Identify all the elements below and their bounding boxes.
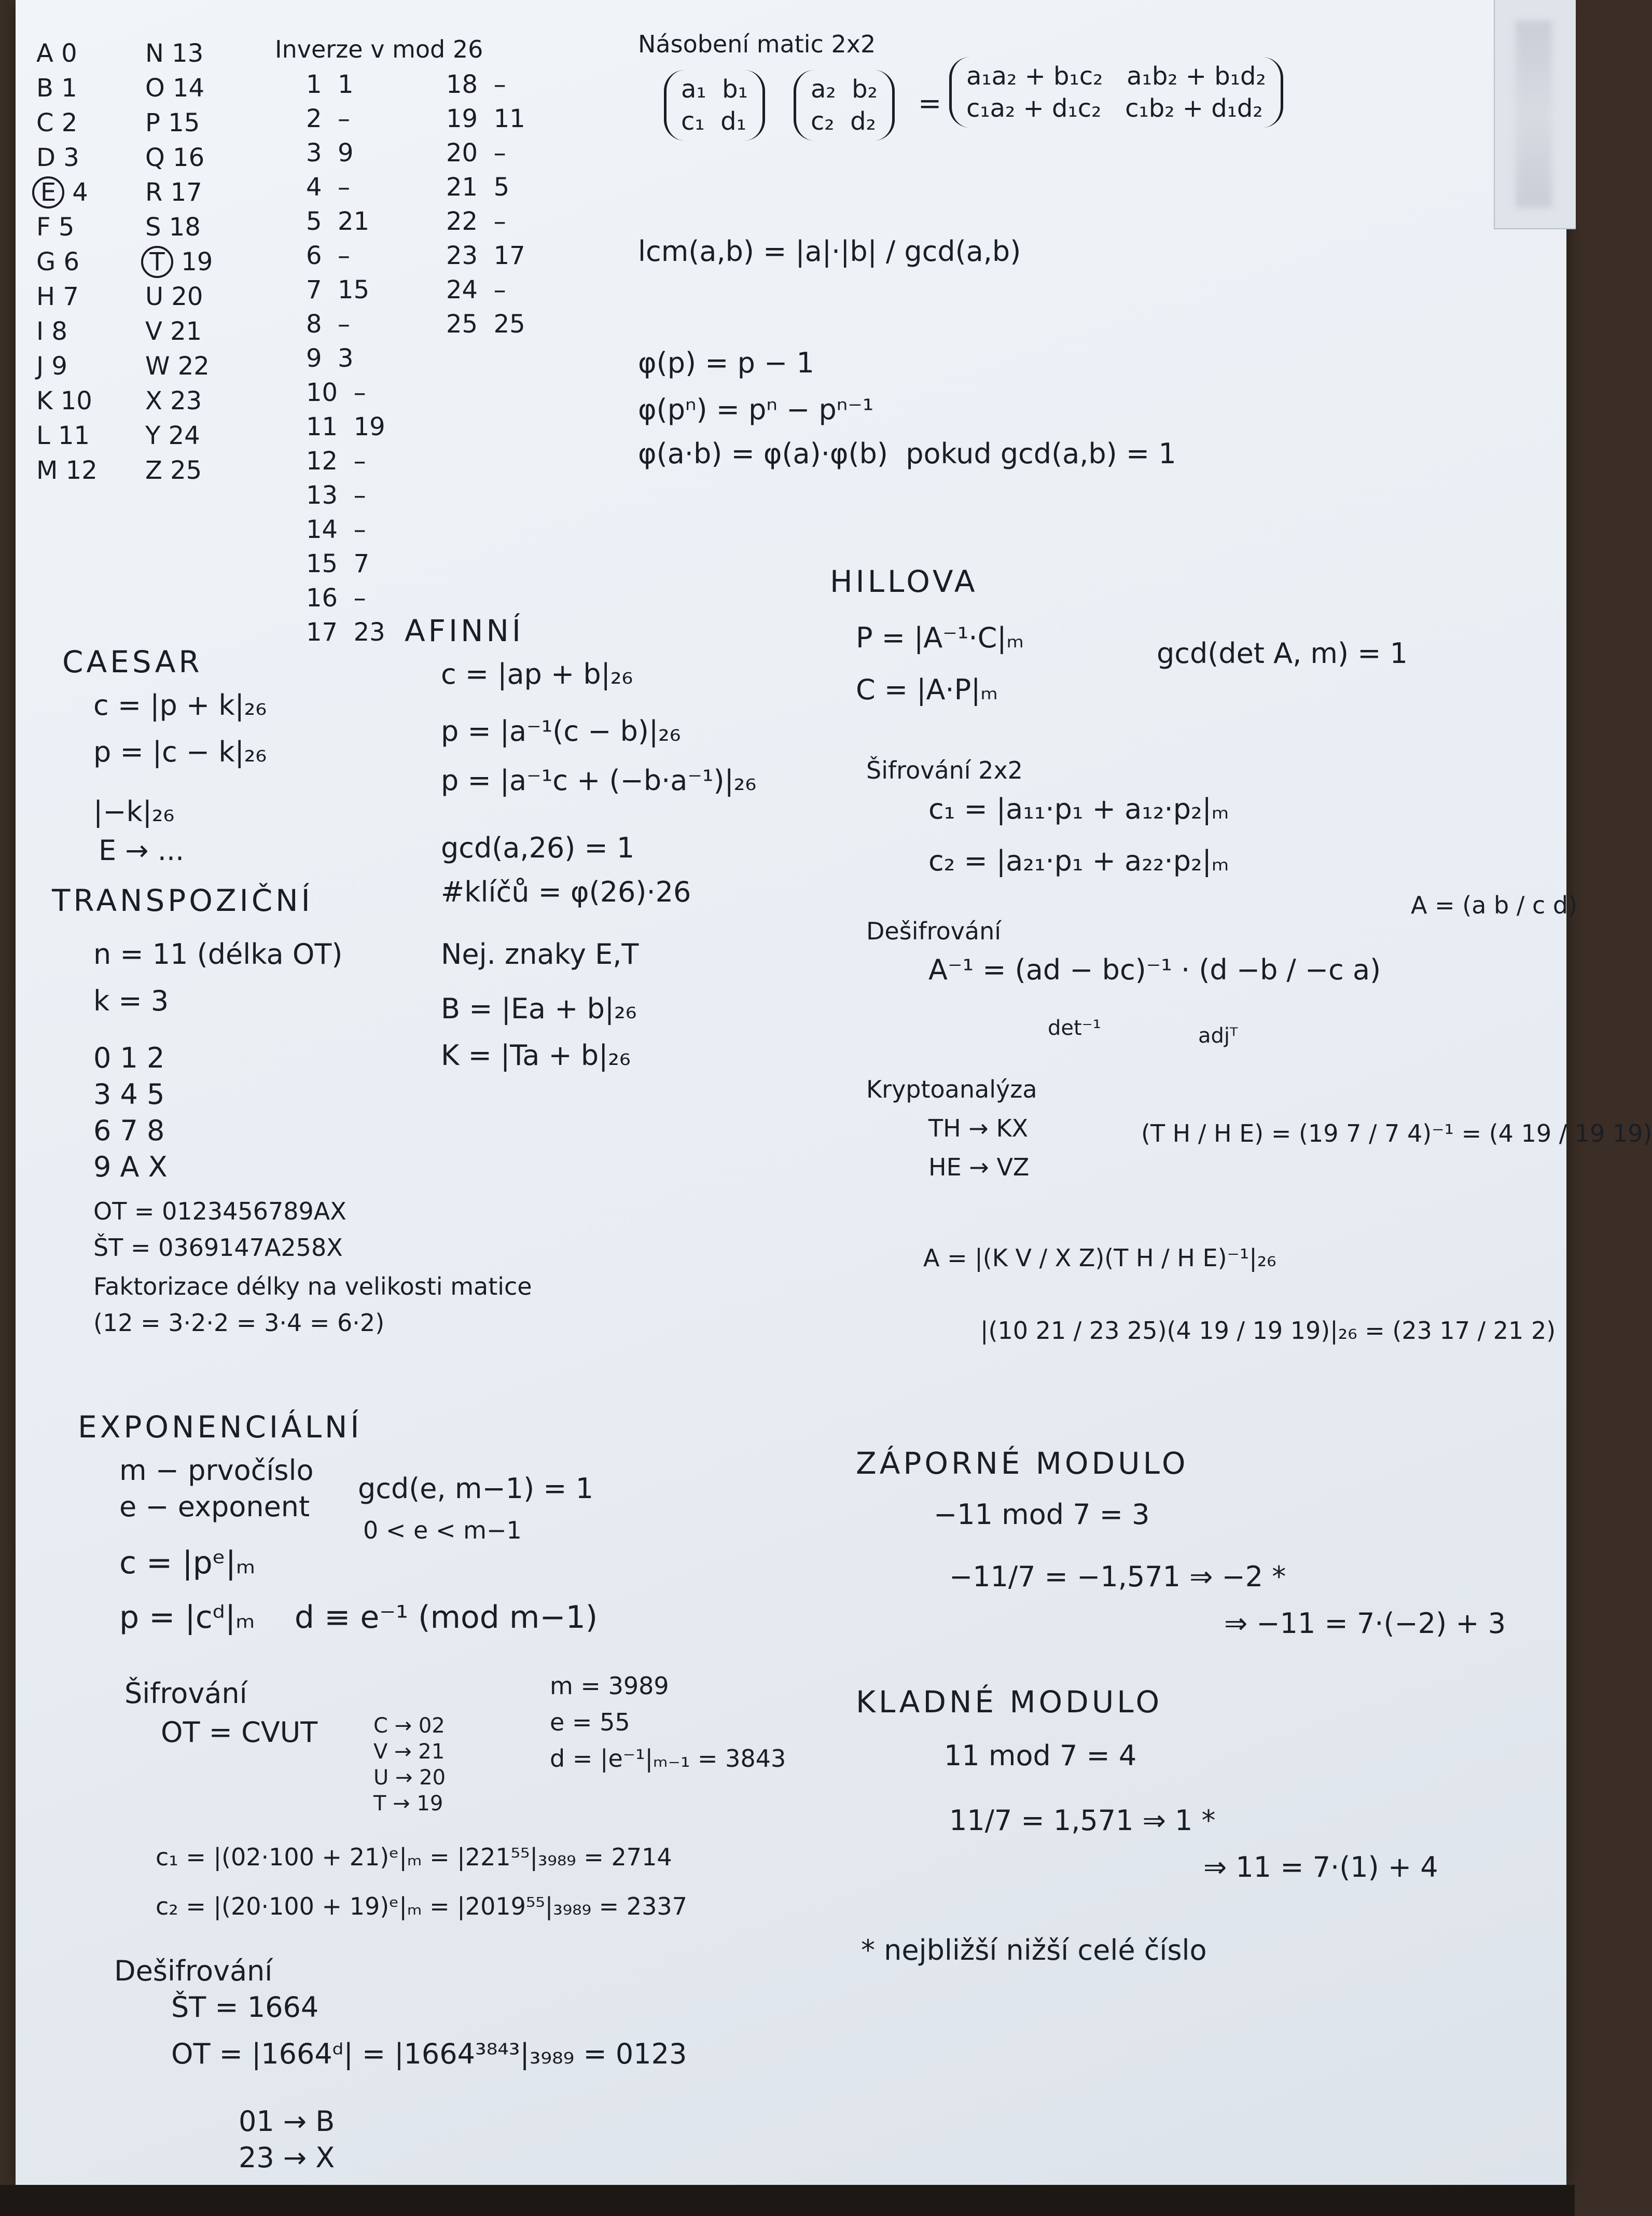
expo-map: V → 21	[373, 1740, 445, 1764]
table-entry: 5 21	[306, 207, 370, 236]
expo-map: C → 02	[373, 1714, 445, 1738]
afinni-line: p = |a⁻¹c + (−b·a⁻¹)|₂₆	[441, 764, 757, 797]
table-entry: N 13	[145, 39, 204, 68]
hill-line: HE → VZ	[928, 1153, 1030, 1181]
table-entry: 22 –	[446, 207, 506, 236]
phi-line-2: φ(pⁿ) = pⁿ − pⁿ⁻¹	[638, 393, 874, 426]
table-entry: A 0	[36, 39, 77, 68]
table-entry: 4 –	[306, 173, 351, 202]
expo-back: 01 → B	[239, 2105, 335, 2138]
transpozicni-title: TRANSPOZIČNÍ	[52, 883, 313, 918]
zap-line: −11 mod 7 = 3	[934, 1498, 1150, 1531]
table-entry: 3 9	[306, 138, 354, 168]
table-entry: 10 –	[306, 378, 366, 407]
expo-ot2: OT = |1664ᵈ| = |1664³⁸⁴³|₃₉₈₉ = 0123	[171, 2038, 687, 2070]
table-entry: Q 16	[145, 143, 205, 172]
table-entry: H 7	[36, 282, 79, 311]
expo-map: U → 20	[373, 1766, 446, 1790]
table-entry: 15 7	[306, 549, 370, 578]
transp-line: ŠT = 0369147A258X	[93, 1234, 343, 1262]
transp-line: n = 11 (délka OT)	[93, 938, 343, 971]
table-entry: 18 –	[446, 70, 506, 99]
matrix-result: a₁a₂ + b₁c₂ a₁b₂ + b₁d₂ c₁a₂ + d₁c₂ c₁b₂ + d₁d₂	[949, 57, 1283, 128]
table-entry: S 18	[145, 213, 201, 242]
alphabet-col2	[145, 36, 213, 488]
hill-line: gcd(det A, m) = 1	[1157, 637, 1408, 670]
table-entry: U 20	[145, 282, 203, 311]
expo-desifrovani: Dešifrování	[114, 1955, 273, 1987]
table-entry: R 17	[145, 178, 202, 207]
expo-title: EXPONENCIÁLNÍ	[78, 1409, 363, 1445]
hill-line: Šifrování 2x2	[866, 756, 1023, 784]
table-entry: 9 3	[306, 344, 354, 373]
afinni-line: gcd(a,26) = 1	[441, 832, 635, 864]
table-entry: J 9	[36, 352, 67, 381]
desk-surface	[0, 2185, 1575, 2216]
hill-line: A⁻¹ = (ad − bc)⁻¹ · (d −b / −c a)	[928, 953, 1381, 986]
expo-c2: c₂ = |(20·100 + 19)ᵉ|ₘ = |2019⁵⁵|₃₉₈₉ = 2337	[156, 1892, 687, 1920]
alphabet-col1	[36, 36, 98, 488]
afinni-line: B = |Ea + b|₂₆	[441, 992, 637, 1025]
hill-line: TH → KX	[928, 1114, 1029, 1142]
table-entry: 14 –	[306, 515, 366, 544]
expo-c1: c₁ = |(02·100 + 21)ᵉ|ₘ = |221⁵⁵|₃₉₈₉ = 2714	[156, 1843, 672, 1871]
table-entry: 1 1	[306, 70, 354, 99]
inverse-col2	[446, 67, 525, 341]
transp-line: 3 4 5	[93, 1078, 165, 1111]
klad-line: ⇒ 11 = 7·(1) + 4	[1203, 1851, 1438, 1883]
table-entry: 13 –	[306, 481, 366, 510]
expo-ot: OT = CVUT	[161, 1716, 318, 1749]
inverse-col1	[306, 67, 385, 649]
table-entry: X 23	[145, 386, 202, 416]
zap-line: −11/7 = −1,571 ⇒ −2 *	[949, 1560, 1286, 1593]
table-entry: Z 25	[145, 456, 202, 485]
table-entry: 11 19	[306, 412, 385, 441]
expo-map: T → 19	[373, 1792, 443, 1816]
table-entry: 16 –	[306, 584, 366, 613]
matrix-m1: a₁ b₁ c₁ d₁	[664, 70, 765, 141]
table-entry: I 8	[36, 317, 67, 346]
table-entry: 19 11	[446, 104, 525, 133]
afinni-line: #klíčů = φ(26)·26	[441, 876, 691, 908]
matrix-title: Násobení matic 2x2	[638, 30, 876, 58]
zaporne-title: ZÁPORNÉ MODULO	[856, 1446, 1189, 1481]
hill-line: c₂ = |a₂₁·p₁ + a₂₂·p₂|ₘ	[928, 844, 1229, 877]
expo-line: 0 < e < m−1	[363, 1516, 522, 1544]
table-entry: Y 24	[145, 421, 200, 450]
hill-line: (T H / H E) = (19 7 / 7 4)⁻¹ = (4 19 / 19 19)	[1141, 1119, 1652, 1147]
paper-sheet	[16, 0, 1652, 2185]
hill-line: A = |(K V / X Z)(T H / H E)⁻¹|₂₆	[923, 1244, 1276, 1272]
table-entry: 8 –	[306, 310, 351, 339]
back-paper-corner	[1494, 0, 1576, 229]
table-entry: 24 –	[446, 275, 506, 304]
table-entry: W 22	[145, 352, 210, 381]
table-entry: 6 –	[306, 241, 351, 270]
zap-line: ⇒ −11 = 7·(−2) + 3	[1224, 1607, 1506, 1640]
transp-line: (12 = 3·2·2 = 3·4 = 6·2)	[93, 1309, 385, 1337]
expo-param: m = 3989	[550, 1672, 669, 1700]
table-entry: C 2	[36, 108, 78, 137]
expo-sifrovani: Šifrování	[124, 1677, 247, 1710]
table-entry: D 3	[36, 143, 79, 172]
table-entry: F 5	[36, 213, 75, 242]
klad-line: 11/7 = 1,571 ⇒ 1 *	[949, 1804, 1216, 1837]
table-entry: 20 –	[446, 138, 506, 168]
phi-line-3: φ(a·b) = φ(a)·φ(b) pokud gcd(a,b) = 1	[638, 437, 1176, 470]
expo-param: e = 55	[550, 1708, 630, 1736]
table-entry: 12 –	[306, 447, 366, 476]
hill-line: |(10 21 / 23 25)(4 19 / 19 19)|₂₆ = (23 17 / 21 2)	[980, 1317, 1556, 1345]
table-entry: L 11	[36, 421, 90, 450]
table-entry: T 19	[145, 245, 213, 280]
phi-line-1: φ(p) = p − 1	[638, 347, 814, 379]
hill-line: C = |A·P|ₘ	[856, 673, 998, 706]
hill-line: P = |A⁻¹·C|ₘ	[856, 621, 1024, 654]
hillova-title: HILLOVA	[830, 564, 978, 599]
afinni-line: Nej. znaky E,T	[441, 938, 639, 971]
transp-line: 6 7 8	[93, 1114, 165, 1147]
kladne-title: KLADNÉ MODULO	[856, 1684, 1163, 1720]
hill-line: Dešifrování	[866, 917, 1002, 945]
transp-line: Faktorizace délky na velikosti matice	[93, 1272, 532, 1300]
matrix-equals: =	[918, 87, 942, 120]
table-entry: G 6	[36, 247, 79, 276]
expo-line: gcd(e, m−1) = 1	[358, 1472, 594, 1505]
lcm-formula: lcm(a,b) = |a|·|b| / gcd(a,b)	[638, 235, 1021, 268]
transp-line: k = 3	[93, 985, 169, 1017]
footnote: * nejbližší nižší celé číslo	[861, 1934, 1207, 1966]
table-entry: K 10	[36, 386, 92, 416]
expo-line: c = |pᵉ|ₘ	[119, 1545, 256, 1581]
caesar-line: E → ...	[99, 834, 185, 867]
transp-line: 0 1 2	[93, 1042, 165, 1074]
table-entry: 21 5	[446, 173, 510, 202]
table-entry: 2 –	[306, 104, 351, 133]
matrix-m2: a₂ b₂ c₂ d₂	[794, 70, 895, 141]
hill-line: A = (a b / c d)	[1411, 891, 1578, 919]
caesar-line: c = |p + k|₂₆	[93, 689, 267, 722]
table-entry: 25 25	[446, 310, 525, 339]
table-entry: P 15	[145, 108, 200, 137]
table-entry: O 14	[145, 74, 205, 103]
afinni-line: K = |Ta + b|₂₆	[441, 1039, 631, 1072]
afinni-line: c = |ap + b|₂₆	[441, 658, 633, 690]
table-entry: E 4	[36, 175, 98, 210]
caesar-line: |−k|₂₆	[93, 795, 175, 828]
inverse-title: Inverze v mod 26	[275, 35, 483, 63]
table-entry: M 12	[36, 456, 98, 485]
table-entry: 7 15	[306, 275, 370, 304]
transp-line: OT = 0123456789AX	[93, 1197, 346, 1225]
expo-param: d = |e⁻¹|ₘ₋₁ = 3843	[550, 1744, 786, 1772]
hill-line: adjᵀ	[1198, 1024, 1238, 1048]
expo-st: ŠT = 1664	[171, 1991, 319, 2024]
afinni-title: AFINNÍ	[405, 613, 524, 648]
afinni-line: p = |a⁻¹(c − b)|₂₆	[441, 715, 681, 747]
hill-line: det⁻¹	[1048, 1016, 1101, 1040]
table-entry: V 21	[145, 317, 202, 346]
klad-line: 11 mod 7 = 4	[944, 1739, 1137, 1772]
transp-line: 9 A X	[93, 1151, 168, 1183]
hill-line: c₁ = |a₁₁·p₁ + a₁₂·p₂|ₘ	[928, 793, 1229, 825]
hill-line: Kryptoanalýza	[866, 1075, 1037, 1103]
caesar-title: CAESAR	[62, 644, 203, 680]
expo-back: 23 → X	[239, 2141, 335, 2174]
caesar-line: p = |c − k|₂₆	[93, 736, 267, 768]
table-entry: B 1	[36, 74, 77, 103]
expo-line: e − exponent	[119, 1490, 310, 1523]
table-entry: 17 23	[306, 618, 385, 647]
expo-line: m − prvočíslo	[119, 1454, 314, 1487]
table-entry: 23 17	[446, 241, 525, 270]
expo-line: p = |cᵈ|ₘ d ≡ e⁻¹ (mod m−1)	[119, 1599, 598, 1636]
